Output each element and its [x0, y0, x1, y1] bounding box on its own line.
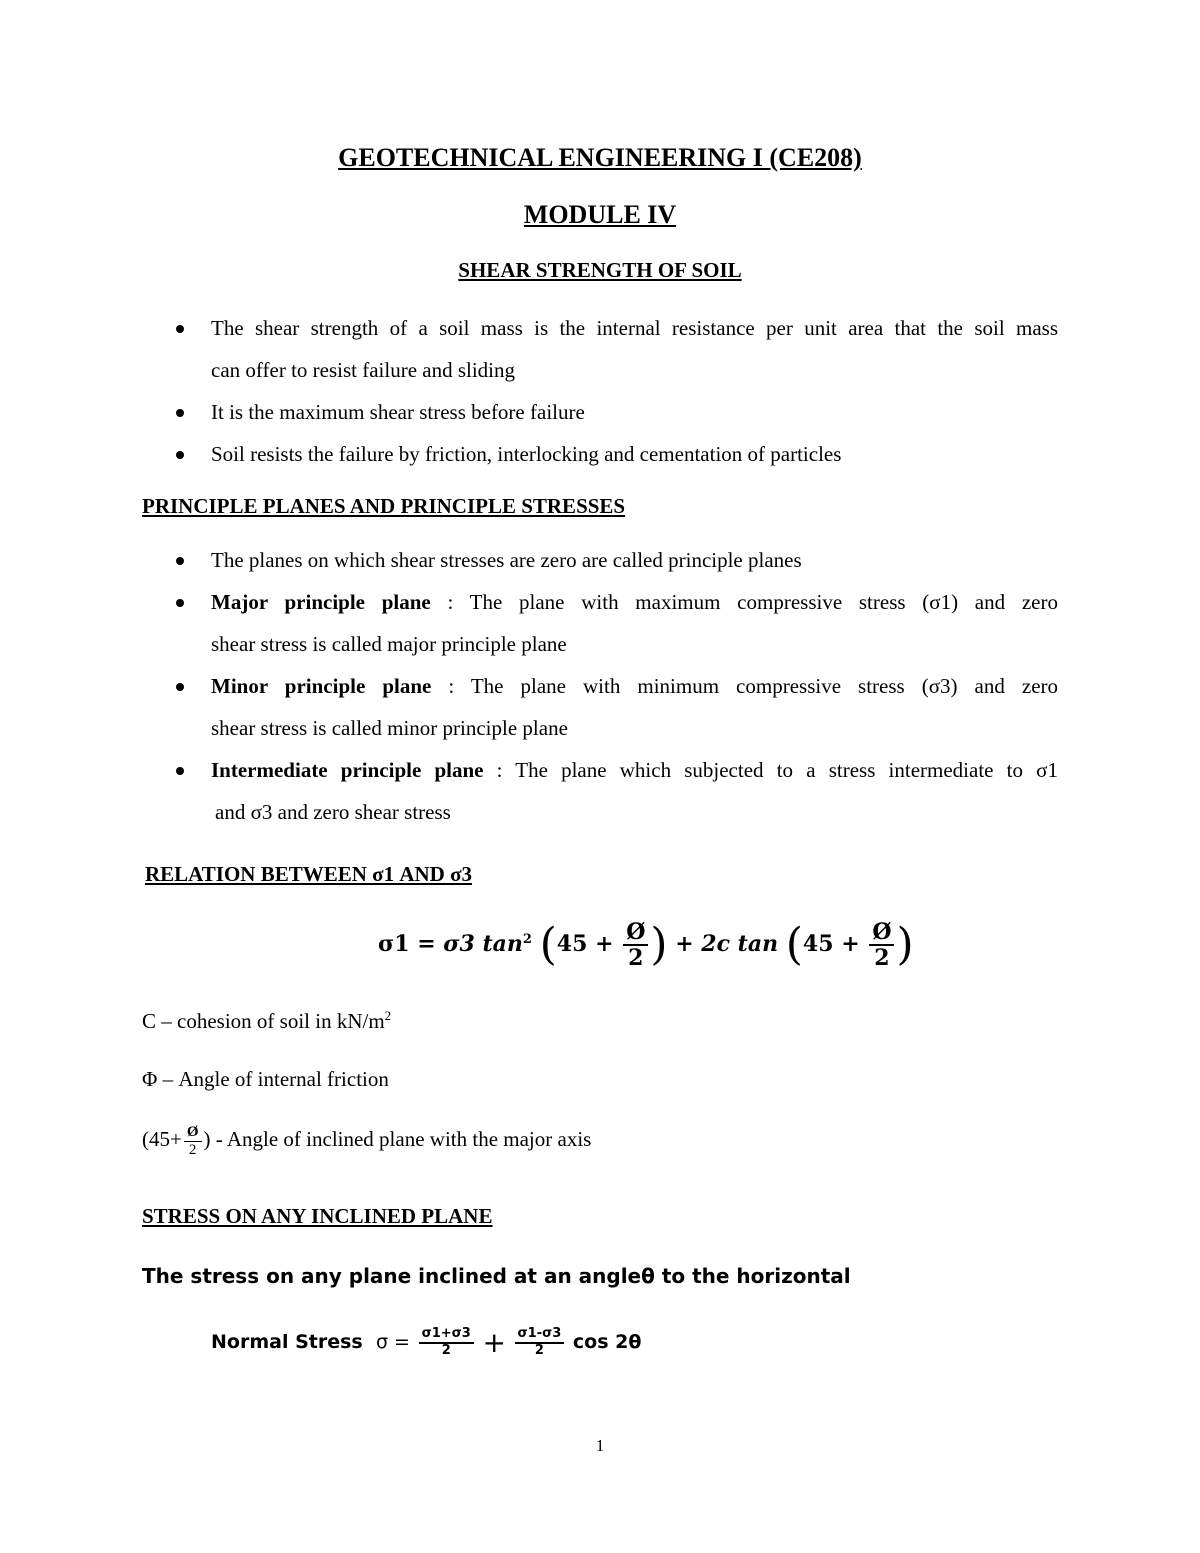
def-angle-prefix: (45+	[142, 1126, 182, 1151]
relation-formula: σ1 = σ3 $\tan^2 (45$ + $\frac{Ø}{2}$ ) + 2c tan (45 + $\frac{Ø}{2}$ )	[378, 919, 914, 972]
shear-bullet-3: Soil resists the failure by friction, interlocking and cementation of particles	[211, 442, 842, 466]
def-cohesion	[142, 1008, 391, 1034]
intermediate-plane-desc: : The plane which subjected to a stress intermediate to σ1	[496, 758, 1058, 782]
formula-phi-den-2: 2	[874, 945, 890, 972]
inclined-heading: STRESS ON ANY INCLINED PLANE	[142, 1204, 493, 1228]
def-cohesion-sup: 2	[384, 1008, 392, 1023]
normal-frac1-num: σ1+σ3	[419, 1327, 474, 1343]
major-plane-desc: : The plane with maximum compressive stress (σ1) and zero	[447, 590, 1058, 614]
formula-phi-num: Ø	[623, 920, 648, 946]
bullet-icon	[176, 767, 184, 775]
def-angle-num: Ø	[184, 1124, 202, 1142]
principle-bullet-4-line2: and σ3 and zero shear stress	[215, 800, 451, 824]
normal-cos: cos 2θ	[572, 1331, 642, 1353]
shear-bullet-2: It is the maximum shear stress before failure	[211, 400, 585, 424]
major-plane-term: Major principle plane	[211, 590, 431, 614]
formula-term1: σ3 tan	[443, 931, 523, 958]
minor-plane-desc: : The plane with minimum compressive stress (σ3) and zero	[448, 674, 1059, 698]
topic-title: SHEAR STRENGTH OF SOIL	[458, 258, 742, 282]
def-angle-suffix: ) - Angle of inclined plane with the major axis	[203, 1126, 592, 1151]
principle-bullet-3-line1	[211, 674, 1058, 699]
normal-stress-sigma: σ =	[375, 1331, 410, 1353]
normal-plus: +	[482, 1326, 506, 1359]
module-title: MODULE IV	[523, 200, 677, 229]
shear-bullet-1-line2: can offer to resist failure and sliding	[211, 358, 516, 382]
formula-phi-num-2: Ø	[869, 920, 894, 946]
bullet-icon	[176, 683, 184, 691]
normal-stress-formula	[211, 1326, 641, 1359]
bullet-icon	[176, 599, 184, 607]
def-cohesion-text: C – cohesion of soil in kN/m	[142, 1009, 385, 1033]
formula-phi-den: 2	[628, 945, 644, 972]
inclined-intro: The stress on any plane inclined at an angleθ to the horizontal	[142, 1264, 851, 1288]
normal-stress-label: Normal Stress	[211, 1331, 363, 1353]
principle-bullet-2-line1	[211, 590, 1058, 615]
formula-inner1: 45 +	[556, 931, 614, 958]
principle-bullet-4-line1	[211, 758, 1058, 783]
principle-heading: PRINCIPLE PLANES AND PRINCIPLE STRESSES	[142, 494, 626, 518]
normal-frac1-den: 2	[441, 1342, 451, 1358]
intermediate-plane-term: Intermediate principle plane	[211, 758, 484, 782]
bullet-icon	[176, 325, 184, 333]
formula-term2: + 2c tan	[675, 931, 779, 958]
def-phi: Φ – Angle of internal friction	[142, 1067, 389, 1091]
principle-bullet-3-line2: shear stress is called minor principle plane	[211, 716, 568, 740]
principle-bullet-1: The planes on which shear stresses are zero are called principle planes	[211, 548, 802, 572]
principle-bullet-2-line2: shear stress is called major principle plane	[211, 632, 567, 656]
def-angle-den: 2	[188, 1141, 197, 1158]
normal-frac2-num: σ1-σ3	[515, 1327, 565, 1343]
bullet-icon	[176, 557, 184, 565]
relation-heading: RELATION BETWEEN σ1 AND σ3	[145, 862, 473, 886]
page-number: 1	[595, 1436, 605, 1455]
bullet-icon	[176, 409, 184, 417]
formula-lhs: σ1 =	[378, 931, 436, 958]
def-angle	[142, 1124, 591, 1158]
normal-frac2-den: 2	[534, 1342, 544, 1358]
formula-inner2: 45 +	[802, 931, 860, 958]
course-title: GEOTECHNICAL ENGINEERING I (CE208)	[338, 143, 862, 172]
minor-plane-term: Minor principle plane	[211, 674, 432, 698]
shear-bullet-1-line1: The shear strength of a soil mass is the internal resistance per unit area that the soil mass	[211, 316, 1058, 340]
bullet-icon	[176, 451, 184, 459]
formula-square: 2	[522, 931, 532, 947]
